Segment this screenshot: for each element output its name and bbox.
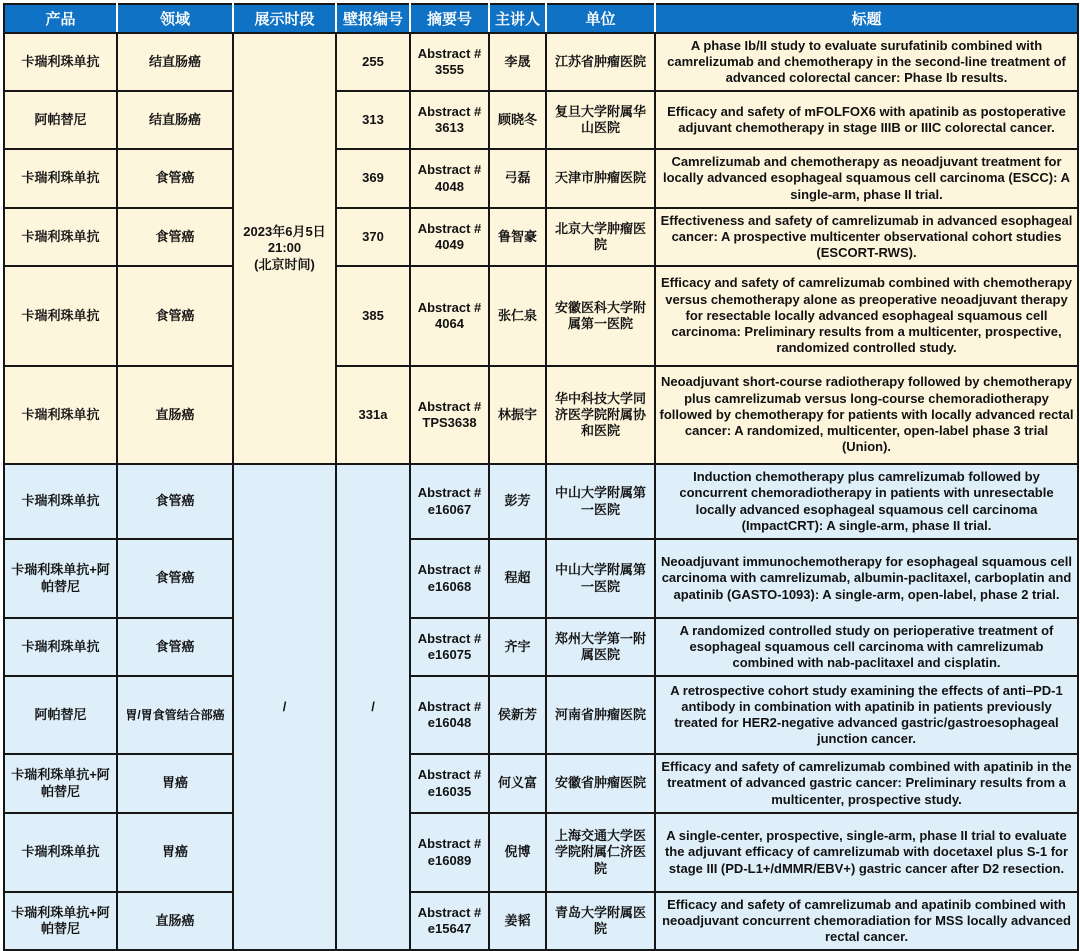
col-header-abstract: 摘要号 [410, 4, 489, 33]
org-cell: 复旦大学附属华山医院 [546, 91, 655, 149]
abstract-prefix: Abstract # [417, 45, 482, 61]
abstract-number: 4049 [435, 237, 464, 252]
speaker-cell: 侯新芳 [489, 676, 546, 754]
table-row [4, 91, 1078, 149]
abstract-prefix: Abstract # [417, 299, 482, 315]
abstract-number: 4048 [435, 178, 464, 194]
speaker-cell: 鲁智豪 [489, 208, 546, 266]
field-cell: 食管癌 [117, 539, 233, 618]
abstract-number: 4064 [435, 316, 464, 331]
table-row [4, 464, 1078, 539]
abstract-number-cell [410, 91, 489, 149]
product-cell: 阿帕替尼 [4, 676, 117, 754]
abstract-number: e16075 [427, 647, 472, 662]
org-cell: 青岛大学附属医院 [546, 892, 655, 950]
abstract-number-cell [410, 813, 489, 892]
field-cell: 直肠癌 [117, 366, 233, 464]
abstract-prefix: Abstract # [417, 398, 482, 414]
abstract-number-cell [410, 754, 489, 813]
speaker-cell: 姜韬 [489, 892, 546, 950]
abstract-prefix: Abstract # [417, 904, 482, 920]
abstract-prefix: Abstract # [417, 698, 482, 714]
product-cell: 卡瑞利珠单抗 [4, 464, 117, 539]
table-row [4, 266, 1078, 366]
org-cell: 北京大学肿瘤医院 [546, 208, 655, 266]
speaker-cell: 张仁泉 [489, 266, 546, 366]
abstract-number: e16067 [427, 501, 472, 517]
field-cell: 结直肠癌 [117, 91, 233, 149]
table-row [4, 208, 1078, 266]
org-cell: 河南省肿瘤医院 [546, 676, 655, 754]
field-cell: 食管癌 [117, 464, 233, 539]
speaker-cell: 程超 [489, 539, 546, 618]
abstract-number: e16035 [427, 783, 472, 799]
poster-number-cell: / [336, 464, 410, 950]
poster-number-cell: 369 [336, 149, 410, 208]
speaker-cell: 顾晓冬 [489, 91, 546, 149]
product-cell: 卡瑞利珠单抗 [4, 33, 117, 91]
title-cell: Effectiveness and safety of camrelizumab in advanced esophageal cancer: A prospective multicenter observational cohort studies (ESCORT-RWS). [655, 208, 1078, 266]
abstract-number: e15647 [427, 921, 472, 936]
poster-number-cell: 255 [336, 33, 410, 91]
col-header-speaker: 主讲人 [489, 4, 546, 33]
abstract-prefix: Abstract # [417, 836, 482, 852]
abstract-prefix: Abstract # [417, 485, 482, 501]
abstract-number-cell [410, 33, 489, 91]
abstract-number-cell [410, 618, 489, 676]
org-cell: 华中科技大学同济医学院附属协和医院 [546, 366, 655, 464]
abstract-prefix: Abstract # [417, 162, 482, 178]
abstract-number-cell [410, 464, 489, 539]
title-cell: Efficacy and safety of mFOLFOX6 with apatinib as postoperative adjuvant chemotherapy in stage IIIB or IIIC colorectal cancer. [655, 91, 1078, 149]
abstract-prefix: Abstract # [417, 630, 482, 646]
abstract-number-cell [410, 676, 489, 754]
title-cell: Efficacy and safety of camrelizumab and apatinib combined with neoadjuvant concurrent chemoradiation for MSS locally advanced rectal cancer. [655, 892, 1078, 950]
table-row [4, 366, 1078, 464]
title-cell: A randomized controlled study on perioperative treatment of esophageal squamous cell carcinoma with camrelizumab combined with nab-paclitaxel and cisplatin. [655, 618, 1078, 676]
speaker-cell: 何义富 [489, 754, 546, 813]
table-row [4, 676, 1078, 754]
poster-schedule-table [3, 3, 1079, 951]
title-cell: Camrelizumab and chemotherapy as neoadjuvant treatment for locally advanced esophageal squamous cell carcinoma (ESCC): A single-arm, phase II trial. [655, 149, 1078, 208]
speaker-cell: 彭芳 [489, 464, 546, 539]
org-cell: 天津市肿瘤医院 [546, 149, 655, 208]
poster-number-cell: 331a [336, 366, 410, 464]
title-cell: Efficacy and safety of camrelizumab combined with chemotherapy versus chemotherapy alone as preoperative neoadjuvant therapy for resectable locally advanced esophageal squamous cell carcinoma: Preliminary results from a multicenter, prospective, randomized controlled study. [655, 266, 1078, 366]
product-cell: 卡瑞利珠单抗 [4, 618, 117, 676]
abstract-prefix: Abstract # [417, 562, 482, 578]
abstract-number: TPS3638 [422, 415, 477, 430]
org-cell: 中山大学附属第一医院 [546, 539, 655, 618]
abstract-number-cell [410, 539, 489, 618]
table-row [4, 539, 1078, 618]
abstract-prefix: Abstract # [417, 103, 482, 119]
title-cell: Neoadjuvant immunochemotherapy for esophageal squamous cell carcinoma with camrelizumab, albumin-paclitaxel, carboplatin and apatinib (GASTO-1093): A single-arm, open-label, phase 2 trial. [655, 539, 1078, 618]
time-slot-line: 2023年6月5日 [243, 224, 326, 240]
title-cell: A phase Ib/II study to evaluate surufatinib combined with camrelizumab and chemotherapy in the second-line treatment of advanced colorectal cancer: Phase Ib results. [655, 33, 1078, 91]
abstract-number-cell [410, 208, 489, 266]
field-cell: 胃癌 [117, 813, 233, 892]
title-cell: Induction chemotherapy plus camrelizumab followed by concurrent chemoradiotherapy in patients with unresectable locally advanced esophageal squamous cell carcinoma (ImpactCRT): A single-arm, phase II trial. [655, 464, 1078, 539]
col-header-title: 标题 [655, 4, 1078, 33]
abstract-number-cell [410, 266, 489, 366]
speaker-cell: 李晟 [489, 33, 546, 91]
abstract-prefix: Abstract # [417, 767, 482, 783]
field-cell: 结直肠癌 [117, 33, 233, 91]
product-cell: 卡瑞利珠单抗+阿帕替尼 [4, 892, 117, 950]
org-cell: 江苏省肿瘤医院 [546, 33, 655, 91]
time-slot-line: (北京时间) [254, 256, 315, 272]
col-header-field: 领域 [117, 4, 233, 33]
table-row [4, 892, 1078, 950]
abstract-number: e16068 [427, 578, 472, 594]
title-cell: Efficacy and safety of camrelizumab combined with apatinib in the treatment of advanced gastric cancer: Preliminary results from a multicenter, prospective study. [655, 754, 1078, 813]
speaker-cell: 齐宇 [489, 618, 546, 676]
abstract-number: e16089 [427, 852, 472, 868]
table-row [4, 33, 1078, 91]
product-cell: 阿帕替尼 [4, 91, 117, 149]
product-cell: 卡瑞利珠单抗+阿帕替尼 [4, 754, 117, 813]
abstract-number: 3555 [435, 62, 464, 77]
header-row [4, 4, 1078, 33]
org-cell: 安徽医科大学附属第一医院 [546, 266, 655, 366]
product-cell: 卡瑞利珠单抗 [4, 208, 117, 266]
abstract-number: e16048 [427, 715, 472, 730]
time-slot-cell: / [233, 464, 336, 950]
time-slot-cell [233, 33, 336, 464]
field-cell: 食管癌 [117, 618, 233, 676]
title-cell: A retrospective cohort study examining the effects of anti–PD-1 antibody in combination with apatinib in patients previously treated for HER2-negative advanced gastric/gastroesophageal junction cancer. [655, 676, 1078, 754]
title-cell: A single-center, prospective, single-arm, phase II trial to evaluate the adjuvant efficacy of camrelizumab with docetaxel plus S-1 for stage III (PD-L1+/dMMR/EBV+) gastric cancer after D2 resection. [655, 813, 1078, 892]
speaker-cell: 弓磊 [489, 149, 546, 208]
poster-number-cell: 385 [336, 266, 410, 366]
abstract-number-cell [410, 149, 489, 208]
field-cell: 食管癌 [117, 266, 233, 366]
col-header-poster-no: 壁报编号 [336, 4, 410, 33]
abstract-number-cell [410, 892, 489, 950]
org-cell: 中山大学附属第一医院 [546, 464, 655, 539]
abstract-number-cell [410, 366, 489, 464]
title-cell: Neoadjuvant short-course radiotherapy followed by chemotherapy plus camrelizumab versus long-course chemoradiotherapy followed by chemotherapy for patients with locally advanced rectal cancer: A randomized, multicenter, open-label phase 3 trial (Union). [655, 366, 1078, 464]
speaker-cell: 倪博 [489, 813, 546, 892]
product-cell: 卡瑞利珠单抗 [4, 813, 117, 892]
product-cell: 卡瑞利珠单抗 [4, 266, 117, 366]
product-cell: 卡瑞利珠单抗 [4, 149, 117, 208]
poster-number-cell: 370 [336, 208, 410, 266]
field-cell: 胃癌 [117, 754, 233, 813]
abstract-prefix: Abstract # [417, 220, 482, 236]
table-row [4, 754, 1078, 813]
time-slot-line: 21:00 [267, 240, 302, 256]
product-cell: 卡瑞利珠单抗+阿帕替尼 [4, 539, 117, 618]
product-cell: 卡瑞利珠单抗 [4, 366, 117, 464]
poster-number-cell: 313 [336, 91, 410, 149]
table-row [4, 618, 1078, 676]
field-cell: 胃/胃食管结合部癌 [117, 676, 233, 754]
speaker-cell: 林振宇 [489, 366, 546, 464]
abstract-number: 3613 [435, 120, 464, 135]
field-cell: 食管癌 [117, 208, 233, 266]
col-header-product: 产品 [4, 4, 117, 33]
table-row [4, 813, 1078, 892]
field-cell: 食管癌 [117, 149, 233, 208]
org-cell: 郑州大学第一附属医院 [546, 618, 655, 676]
org-cell: 安徽省肿瘤医院 [546, 754, 655, 813]
org-cell: 上海交通大学医学院附属仁济医院 [546, 813, 655, 892]
field-cell: 直肠癌 [117, 892, 233, 950]
col-header-org: 单位 [546, 4, 655, 33]
table-row [4, 149, 1078, 208]
col-header-timeslot: 展示时段 [233, 4, 336, 33]
